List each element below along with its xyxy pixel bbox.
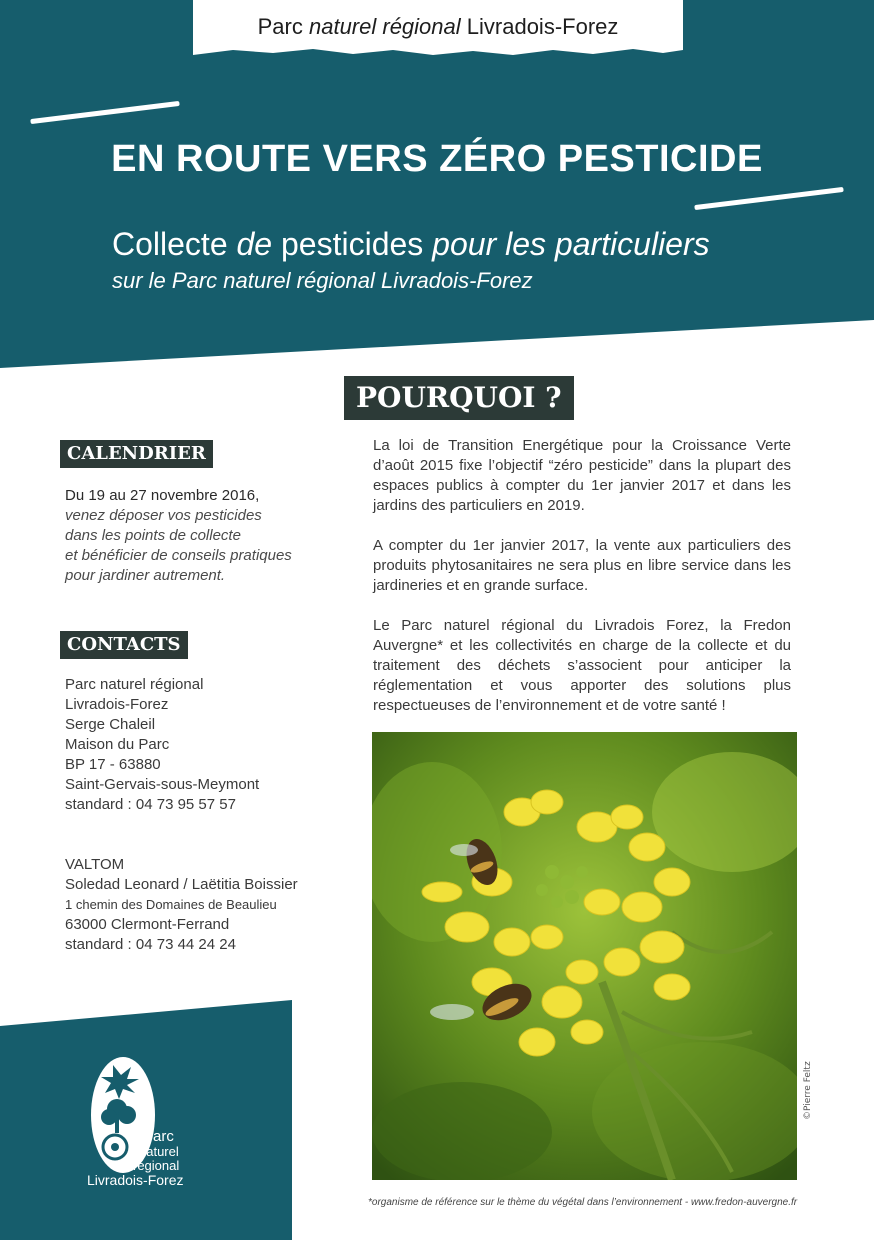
calendrier-line: et bénéficier de conseils pratiques xyxy=(65,547,292,564)
paragraph: Le Parc naturel régional du Livradois Forez, la Fredon Auvergne* et les collectivités en charge de la collecte et du traitement des déchets s’associent pour anticiper la réglementation et vous apporter des solutions plus respectueuses de l’environnement et de votre santé ! xyxy=(373,617,791,714)
valtom-contact: Soledad Leonard / Laëtitia Boissier xyxy=(65,876,298,893)
contacts-heading: CONTACTS xyxy=(60,631,188,659)
contact-line: BP 17 - 63880 xyxy=(65,756,161,773)
logo-text: naturel xyxy=(139,1144,179,1159)
park-logo xyxy=(85,1053,205,1193)
logo-text: régional xyxy=(133,1158,180,1173)
contact-line: Maison du Parc xyxy=(65,736,170,753)
page-title: EN ROUTE VERS ZÉRO PESTICIDE xyxy=(111,138,763,180)
logo-text: Livradois-Forez xyxy=(87,1172,184,1188)
calendrier-heading: CALENDRIER xyxy=(60,440,213,468)
calendrier-line: pour jardiner autrement. xyxy=(65,567,226,584)
contact-line: Parc naturel régional xyxy=(65,676,204,693)
contacts-list xyxy=(65,675,305,955)
contact-line: Livradois-Forez xyxy=(65,696,169,713)
contact-line: Saint-Gervais-sous-Meymont xyxy=(65,776,260,793)
pourquoi-text xyxy=(373,436,791,736)
logo-text: Parc xyxy=(143,1128,174,1145)
contact-line: Serge Chaleil xyxy=(65,716,156,733)
paragraph: La loi de Transition Energétique pour la Croissance Verte d’août 2015 fixe l’objectif “zéro pesticide” dans la plupart des espaces publics à compter du 1er janvier 2017 et dans les jardins des particuliers en 2019. xyxy=(373,437,791,514)
calendrier-text xyxy=(65,486,305,586)
contact-phone: standard : 04 73 95 57 57 xyxy=(65,796,236,813)
pourquoi-heading: POURQUOI ? xyxy=(344,376,574,420)
bee-flower-photo xyxy=(372,732,797,1180)
tagline: sur le Parc naturel régional Livradois-Forez xyxy=(112,268,533,293)
valtom-phone: standard : 04 73 44 24 24 xyxy=(65,936,236,953)
footnote: *organisme de référence sur le thème du végétal dans l’environnement - www.fredon-auvergne.fr xyxy=(368,1197,798,1208)
photo-credit: ©Pierre Feltz xyxy=(803,1061,813,1120)
paragraph: A compter du 1er janvier 2017, la vente aux particuliers des produits phytosanitaires ne sera plus en libre service dans les jardineries et en grande surface. xyxy=(373,537,791,594)
valtom-city: 63000 Clermont-Ferrand xyxy=(65,916,230,933)
valtom-name: VALTOM xyxy=(65,856,125,873)
calendrier-date: Du 19 au 27 novembre 2016, xyxy=(65,487,260,504)
calendrier-line: venez déposer vos pesticides xyxy=(65,507,262,524)
subtitle: Collecte de pesticides pour les particuliers xyxy=(112,226,710,262)
park-name: Parc naturel régional Livradois-Forez xyxy=(257,14,619,39)
calendrier-line: dans les points de collecte xyxy=(65,527,241,544)
valtom-street: 1 chemin des Domaines de Beaulieu xyxy=(65,897,277,912)
